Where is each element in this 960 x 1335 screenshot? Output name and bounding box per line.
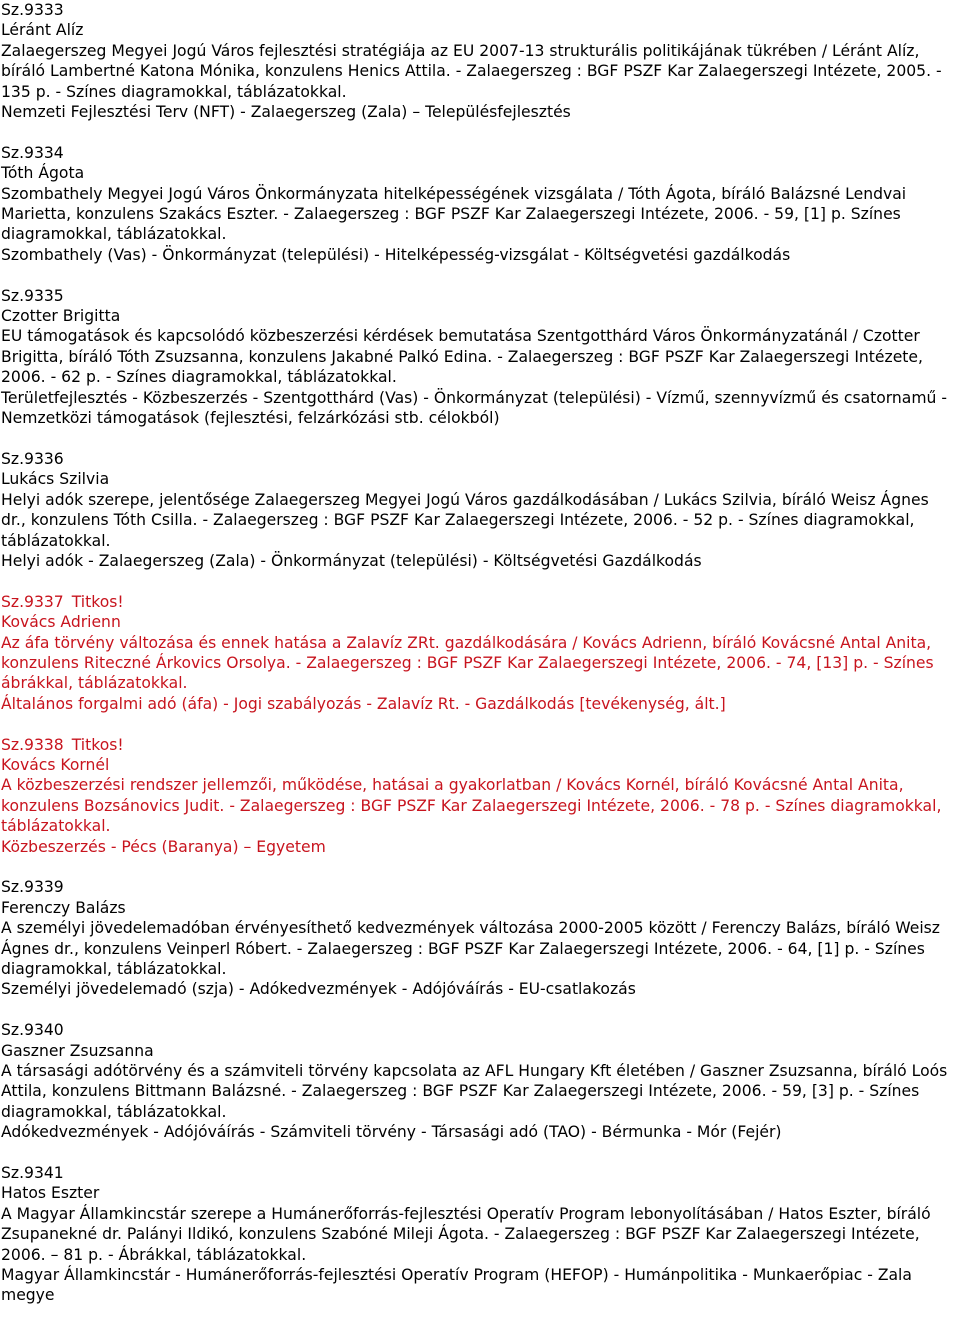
entry-author: Gaszner Zsuzsanna bbox=[1, 1041, 154, 1060]
catalog-entry bbox=[1, 592, 956, 714]
entry-description: A közbeszerzési rendszer jellemzői, működése, hatásai a gyakorlatban / Kovács Kornél, bíráló Kovácsné Antal Anita, konzulens Bozsánovics Judit. - Zalaegerszeg : BGF PSZF Kar Zalaegerszegi Intézete, 2006. - 78 p. - Színes diagramokkal, táblázatokkal. bbox=[1, 776, 942, 836]
entry-id-line bbox=[1, 286, 956, 306]
secret-flag: Titkos! bbox=[71, 735, 124, 754]
entry-id-line bbox=[1, 1163, 956, 1183]
entry-id-line bbox=[1, 143, 956, 163]
entry-subjects: Általános forgalmi adó (áfa) - Jogi szabályozás - Zalavíz Rt. - Gazdálkodás [tevékenység, ált.] bbox=[1, 694, 726, 713]
catalog-entry bbox=[1, 1163, 956, 1306]
catalog-entry bbox=[1, 877, 956, 999]
entry-id-line bbox=[1, 0, 956, 20]
entry-id-line bbox=[1, 449, 956, 469]
entry-description: Szombathely Megyei Jogú Város Önkormányzata hitelképességének vizsgálata / Tóth Ágota, bíráló Balázsné Lendvai Marietta, konzulens Szakács Eszter. - Zalaegerszeg : BGF PSZF Kar Zalaegerszegi Intézete, 2006. - 59, [1] p. Színes diagramokkal, táblázatokkal. bbox=[1, 184, 907, 244]
entry-author: Tóth Ágota bbox=[1, 164, 85, 183]
entry-subjects: Helyi adók - Zalaegerszeg (Zala) - Önkormányzat (települési) - Költségvetési Gazdálkodás bbox=[1, 551, 702, 570]
entry-subjects: Személyi jövedelemadó (szja) - Adókedvezmények - Adójóváírás - EU-csatlakozás bbox=[1, 980, 636, 999]
entry-author: Kovács Kornél bbox=[1, 755, 110, 774]
entry-id-line bbox=[1, 877, 956, 897]
entry-id: Sz.9336 bbox=[1, 449, 64, 468]
entry-author: Hatos Eszter bbox=[1, 1184, 100, 1203]
entry-id: Sz.9334 bbox=[1, 143, 64, 162]
entry-subjects: Adókedvezmények - Adójóváírás - Számviteli törvény - Társasági adó (TAO) - Bérmunka - Mór (Fejér) bbox=[1, 1123, 782, 1142]
catalog-entry bbox=[1, 735, 956, 857]
entry-author: Lukács Szilvia bbox=[1, 470, 110, 489]
catalog-entry bbox=[1, 143, 956, 265]
entry-id: Sz.9339 bbox=[1, 878, 64, 897]
entry-author: Czotter Brigitta bbox=[1, 307, 121, 326]
catalog-entry bbox=[1, 449, 956, 571]
entry-author: Ferenczy Balázs bbox=[1, 898, 126, 917]
entry-id: Sz.9338 bbox=[1, 735, 64, 754]
entry-id-line bbox=[1, 735, 956, 755]
entry-id: Sz.9333 bbox=[1, 1, 64, 19]
entry-description: A személyi jövedelemadóban érvényesíthető kedvezmények változása 2000-2005 között / Ferenczy Balázs, bíráló Weisz Ágnes dr., konzulens Veinperl Róbert. - Zalaegerszeg : BGF PSZF Kar Zalaegerszegi Intézete, 2006. - 64, [1] p. - Színes diagramokkal, táblázatokkal. bbox=[1, 919, 940, 978]
entry-subjects: Magyar Államkincstár - Humánerőforrás-fejlesztési Operatív Program (HEFOP) - Humánpolitika - Munkaerőpiac - Zala megye bbox=[1, 1266, 912, 1305]
entry-description: Zalaegerszeg Megyei Jogú Város fejlesztési stratégiája az EU 2007-13 strukturális politikájának tükrében / Léránt Alíz, bíráló Lambertné Katona Mónika, konzulens Henics Attila. - Zalaegerszeg : BGF PSZF Kar Zalaegerszegi Intézete, 2005. - 135 p. - Színes diagramokkal, táblázatokkal. bbox=[1, 41, 942, 101]
entry-description: A Magyar Államkincstár szerepe a Humánerőforrás-fejlesztési Operatív Program lebonyolításában / Hatos Eszter, bíráló Zsupanekné dr. Palányi Ildikó, konzulens Szabóné Mileji Ágota. - Zalaegerszeg : BGF PSZF Kar Zalaegerszegi Intézete, 2006. – 81 p. - Ábrákkal, táblázatokkal. bbox=[1, 1204, 931, 1264]
entry-subjects: Területfejlesztés - Közbeszerzés - Szentgotthárd (Vas) - Önkormányzat (települési) - Vízmű, szennyvízmű és csatornamű - Nemzetközi támogatások (fejlesztési, felzárkózási stb. célokból) bbox=[1, 388, 948, 428]
entry-id: Sz.9341 bbox=[1, 1164, 64, 1183]
entry-author: Léránt Alíz bbox=[1, 21, 84, 40]
entry-id: Sz.9340 bbox=[1, 1021, 64, 1040]
catalog-entry bbox=[1, 286, 956, 429]
entry-id: Sz.9335 bbox=[1, 286, 64, 305]
entry-author: Kovács Adrienn bbox=[1, 613, 121, 632]
entry-subjects: Szombathely (Vas) - Önkormányzat (települési) - Hitelképesség-vizsgálat - Költségvetési gazdálkodás bbox=[1, 245, 791, 264]
entry-subjects: Közbeszerzés - Pécs (Baranya) – Egyetem bbox=[1, 837, 326, 856]
secret-flag: Titkos! bbox=[71, 592, 124, 611]
entry-description: EU támogatások és kapcsolódó közbeszerzési kérdések bemutatása Szentgotthárd Város Önkormányzatánál / Czotter Brigitta, bíráló Tóth Zsuzsanna, konzulens Jakabné Palkó Edina. - Zalaegerszeg : BGF PSZF Kar Zalaegerszegi Intézete, 2006. - 62 p. - Színes diagramokkal, táblázatokkal. bbox=[1, 327, 923, 387]
entry-id-line bbox=[1, 592, 956, 612]
entry-description: A társasági adótörvény és a számviteli törvény kapcsolata az AFL Hungary Kft életében / Gaszner Zsuzsanna, bíráló Loós Attila, konzulens Bittmann Balázsné. - Zalaegerszeg : BGF PSZF Kar Zalaegerszegi Intézete, 2006. - 59, [3] p. - Színes diagramokkal, táblázatokkal. bbox=[1, 1062, 948, 1121]
entry-id: Sz.9337 bbox=[1, 592, 64, 611]
entry-subjects: Nemzeti Fejlesztési Terv (NFT) - Zalaegerszeg (Zala) – Településfejlesztés bbox=[1, 103, 571, 122]
catalog-entry bbox=[1, 1020, 956, 1142]
entry-description: Helyi adók szerepe, jelentősége Zalaegerszeg Megyei Jogú Város gazdálkodásában / Lukács Szilvia, bíráló Weisz Ágnes dr., konzulens Tóth Csilla. - Zalaegerszeg : BGF PSZF Kar Zalaegerszegi Intézete, 2006. - 52 p. - Színes diagramokkal, táblázatokkal. bbox=[1, 490, 929, 550]
catalog-entry bbox=[1, 0, 956, 122]
entry-id-line bbox=[1, 1020, 956, 1040]
entry-description: Az áfa törvény változása és ennek hatása a Zalavíz ZRt. gazdálkodására / Kovács Adrienn, bíráló Kovácsné Antal Anita, konzulens Riteczné Árkovics Orsolya. - Zalaegerszeg : BGF PSZF Kar Zalaegerszegi Intézete, 2006. - 74, [13] p. - Színes ábrákkal, táblázatokkal. bbox=[1, 633, 934, 693]
